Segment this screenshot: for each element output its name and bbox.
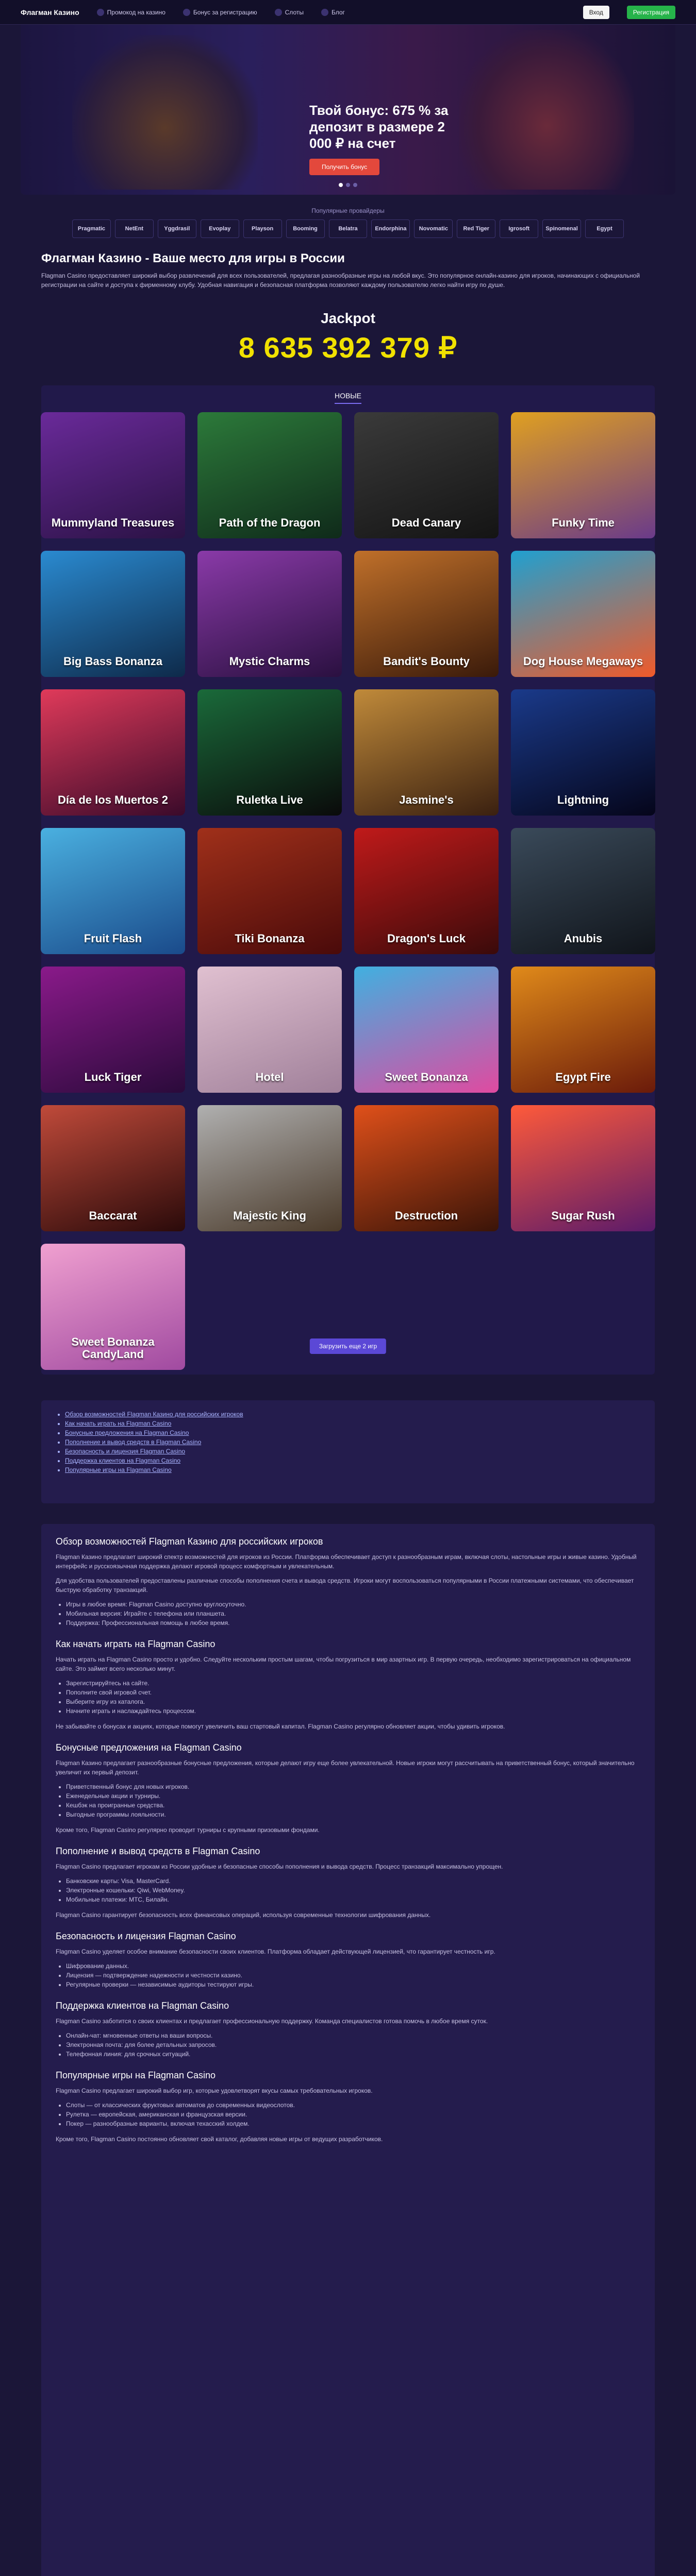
provider-logo[interactable]: Evoplay [201, 219, 239, 238]
hero-character-right [459, 30, 634, 190]
section-heading: Популярные игры на Flagman Casino [56, 2070, 216, 2080]
paragraph: Кроме того, Flagman Casino регулярно проводит турниры с крупными призовыми фондами. [56, 1826, 320, 1834]
register-button[interactable]: Регистрация [627, 6, 675, 19]
paragraph: Для удобства пользователей предоставлены различные способы пополнения счета и вывода средств. Игроки могут воспользоваться популярными в России платежными системами, что обеспечивает быструю обработку транзакций. [56, 1577, 634, 1594]
game-title: Mummyland Treasures [51, 516, 175, 529]
jackpot-label: Jackpot [321, 310, 375, 326]
jackpot-value: 8 635 392 379 ₽ [238, 331, 458, 364]
list-item: • Еженедельные акции и турниры. [66, 1791, 640, 1801]
game-title: Tiki Bonanza [235, 932, 305, 945]
toc-link[interactable]: • Обзор возможностей Flagman Казино для российских игроков [65, 1410, 640, 1419]
section-heading: Поддержка клиентов на Flagman Casino [56, 2001, 229, 2011]
providers-row [72, 219, 624, 238]
game-title: Majestic King [233, 1209, 306, 1222]
game-title: Anubis [564, 932, 603, 945]
provider-logo[interactable]: Yggdrasil [158, 219, 196, 238]
list-item: • Банковские карты: Visa, MasterCard. [66, 1876, 640, 1886]
section-heading: Бонусные предложения на Flagman Casino [56, 1742, 242, 1753]
nav-promo[interactable]: Промокод на казино [97, 9, 165, 16]
article [41, 1524, 655, 2576]
paragraph: Flagman Casino заботится о своих клиентах и предлагает профессиональную поддержку. Команда специалистов готова помочь в любое время суток. [56, 2018, 488, 2025]
list-item: • Начните играть и наслаждайтесь процессом. [66, 1706, 640, 1716]
game-card[interactable] [41, 1105, 185, 1231]
list-item: • Пополните свой игровой счет. [66, 1688, 640, 1697]
hero-pagination [21, 180, 675, 190]
list-item: • Шифрование данных. [66, 1961, 640, 1971]
provider-logo[interactable]: Igrosoft [500, 219, 538, 238]
game-card[interactable] [197, 551, 342, 677]
game-title: Luck Tiger [84, 1071, 142, 1083]
hero-bonus-button[interactable]: Получить бонус [309, 159, 379, 175]
game-title: Mystic Charms [229, 655, 310, 668]
provider-logo[interactable]: Endorphina [371, 219, 410, 238]
bullet-list [56, 1600, 640, 1628]
game-title: Bandit's Bounty [383, 655, 470, 668]
game-title: Dead Canary [391, 516, 461, 529]
game-card[interactable] [511, 689, 655, 816]
game-title: Lightning [557, 793, 609, 806]
hero-banner [21, 25, 675, 195]
intro-text: Flagman Casino предоставляет широкий выбор развлечений для всех пользователей, предлагая разнообразные игры на любой вкус. Это популярное онлайн-казино для игроков, начинающих с официальной регистрации на сайте и доступа к фирменному клубу. Удобная навигация и безопасная платформа позволяют каждому пользователю легко найти игру по душе. [41, 272, 640, 289]
jackpot-block [0, 310, 696, 365]
game-title: Path of the Dragon [219, 516, 321, 529]
game-title: Sweet Bonanza [385, 1071, 468, 1083]
list-item: • Выгодные программы лояльности. [66, 1810, 640, 1819]
game-card[interactable] [511, 551, 655, 677]
list-item: • Выберите игру из каталога. [66, 1697, 640, 1706]
game-card[interactable] [354, 412, 499, 538]
game-title: Dog House Megaways [523, 655, 643, 668]
page-title: Флагман Казино - Ваше место для игры в России [41, 251, 345, 265]
provider-logo[interactable]: Novomatic [414, 219, 453, 238]
toc-link[interactable]: • Поддержка клиентов на Flagman Casino [65, 1456, 640, 1465]
bullet-list [56, 1782, 640, 1819]
list-item: • Зарегистрируйтесь на сайте. [66, 1679, 640, 1688]
provider-logo[interactable]: Pragmatic [72, 219, 111, 238]
hero-character-left [72, 35, 258, 190]
top-bar [0, 0, 696, 25]
toc-link[interactable]: • Как начать играть на Flagman Casino [65, 1419, 640, 1428]
provider-logo[interactable]: Red Tiger [457, 219, 495, 238]
game-title: Sugar Rush [551, 1209, 615, 1222]
list-item: • Слоты — от классических фруктовых автоматов до современных видеослотов. [66, 2100, 640, 2110]
game-card[interactable] [354, 551, 499, 677]
section-heading: Обзор возможностей Flagman Казино для российских игроков [56, 1536, 323, 1547]
game-card[interactable] [41, 412, 185, 538]
game-title: Destruction [394, 1209, 458, 1222]
bullet-list [56, 2100, 640, 2128]
login-button[interactable]: Вход [583, 6, 609, 19]
section-heading: Как начать играть на Flagman Casino [56, 1639, 216, 1649]
game-title: Big Bass Bonanza [63, 655, 162, 668]
hero-dot[interactable] [346, 183, 350, 187]
list-item: • Онлайн-чат: мгновенные ответы на ваши вопросы. [66, 2031, 640, 2040]
game-card[interactable] [197, 689, 342, 816]
paragraph: Flagman Casino гарантирует безопасность всех финансовых операций, используя современные технологии шифрования данных. [56, 1911, 431, 1919]
game-card[interactable] [197, 828, 342, 954]
list-item: • Лицензия — подтверждение надежности и честности казино. [66, 1971, 640, 1980]
nav-slots[interactable]: Слоты [275, 9, 304, 16]
intro-section [41, 251, 655, 290]
game-card[interactable] [41, 689, 185, 816]
game-card[interactable] [354, 1105, 499, 1231]
game-title: Dragon's Luck [387, 932, 466, 945]
game-card[interactable] [41, 828, 185, 954]
toc-link[interactable]: • Безопасность и лицензия Flagman Casino [65, 1447, 640, 1456]
paragraph: Flagman Casino предлагает игрокам из России удобные и безопасные способы пополнения и вывода средств. Процесс транзакций максимально упрощен. [56, 1863, 503, 1870]
bullet-list [56, 2031, 640, 2059]
list-item: • Мобильные платежи: МТС, Билайн. [66, 1895, 640, 1904]
paragraph: Flagman Казино предлагает разнообразные бонусные предложения, которые делают игру еще более увлекательной. Новые игроки могут рассчитывать на приветственный бонус, который значительно увеличит их первый депозит. [56, 1759, 635, 1776]
provider-logo[interactable]: NetEnt [115, 219, 154, 238]
table-of-contents [41, 1400, 655, 1503]
bullet-list [56, 1876, 640, 1904]
bullet-list [56, 1961, 640, 1989]
game-card[interactable] [41, 551, 185, 677]
list-item: • Приветственный бонус для новых игроков. [66, 1782, 640, 1791]
list-item: • Телефонная линия: для срочных ситуаций. [66, 2049, 640, 2059]
providers-label: Популярные провайдеры [311, 207, 385, 214]
list-item: • Электронные кошельки: Qiwi, WebMoney. [66, 1886, 640, 1895]
slots-icon [275, 9, 282, 16]
game-card[interactable] [511, 967, 655, 1093]
game-card[interactable] [511, 1105, 655, 1231]
provider-logo[interactable]: Egypt [585, 219, 624, 238]
game-card[interactable] [197, 967, 342, 1093]
game-card[interactable] [41, 1244, 185, 1370]
game-card[interactable] [354, 689, 499, 816]
game-card[interactable] [41, 967, 185, 1093]
list-item: • Поддержка: Профессиональная помощь в любое время. [66, 1618, 640, 1628]
toc-link[interactable]: • Бонусные предложения на Flagman Casino [65, 1428, 640, 1437]
nav-bonus[interactable]: Бонус за регистрацию [183, 9, 257, 16]
game-title: Día de los Muertos 2 [58, 793, 168, 806]
hero-dot[interactable] [339, 183, 343, 187]
game-title: Jasmine's [399, 793, 454, 806]
paragraph: Кроме того, Flagman Casino постоянно обновляет свой каталог, добавляя новые игры от ведущих разработчиков. [56, 2136, 383, 2143]
game-card[interactable] [197, 1105, 342, 1231]
nav-blog[interactable]: Блог [321, 9, 345, 16]
game-title: Sweet Bonanza CandyLand [71, 1335, 155, 1361]
games-grid [41, 412, 655, 1370]
paragraph: Не забывайте о бонусах и акциях, которые помогут увеличить ваш стартовый капитал. Flagman Casino регулярно обновляет акции, чтобы удивить игроков. [56, 1723, 505, 1730]
promo-icon [97, 9, 104, 16]
games-section [41, 385, 655, 1375]
section-heading: Безопасность и лицензия Flagman Casino [56, 1931, 236, 1941]
game-card[interactable] [197, 412, 342, 538]
list-item: • Игры в любое время: Flagman Casino доступно круглосуточно. [66, 1600, 640, 1609]
list-item: • Рулетка — европейская, американская и французская версии. [66, 2110, 640, 2119]
list-item: • Регулярные проверки — независимые аудиторы тестируют игры. [66, 1980, 640, 1989]
game-card[interactable] [354, 828, 499, 954]
toc-link[interactable]: • Популярные игры на Flagman Casino [65, 1465, 640, 1475]
section-heading: Пополнение и вывод средств в Flagman Casino [56, 1846, 260, 1856]
paragraph: Flagman Casino уделяет особое внимание безопасности своих клиентов. Платформа обладает действующей лицензией, что гарантирует честность игр. [56, 1948, 495, 1955]
tab-new[interactable]: НОВЫЕ [335, 392, 361, 404]
hero-title: Твой бонус: 675 % за депозит в размере 2 000 ₽ на счет [309, 103, 449, 151]
game-title: Baccarat [89, 1209, 137, 1222]
bullet-list [56, 1679, 640, 1716]
provider-logo[interactable]: Booming [286, 219, 325, 238]
list-item: • Электронная почта: для более детальных запросов. [66, 2040, 640, 2049]
list-item: • Покер — разнообразные варианты, включая техасский холдем. [66, 2119, 640, 2128]
game-card[interactable] [511, 828, 655, 954]
game-title: Fruit Flash [84, 932, 142, 945]
game-card[interactable] [511, 412, 655, 538]
hero-dot[interactable] [353, 183, 357, 187]
provider-logo[interactable]: Playson [243, 219, 282, 238]
list-item: • Кешбэк на проигранные средства. [66, 1801, 640, 1810]
game-card[interactable] [354, 967, 499, 1093]
game-title: Hotel [255, 1071, 284, 1083]
provider-logo[interactable]: Spinomenal [542, 219, 581, 238]
game-title: Funky Time [552, 516, 615, 529]
site-logo[interactable]: Флагман Казино [21, 8, 79, 16]
paragraph: Flagman Казино предлагает широкий спектр возможностей для игроков из России. Платформа обеспечивает доступ к разнообразным играм, включая слоты, настольные игры и живые казино. Удобный интерфейс и русскоязычная поддержка делают игровой процесс комфортным и увлекательным. [56, 1553, 637, 1570]
blog-icon [321, 9, 328, 16]
paragraph: Начать играть на Flagman Casino просто и удобно. Следуйте нескольким простым шагам, чтобы погрузиться в мир азартных игр. В первую очередь, необходимо зарегистрироваться на официальном сайте. Это займет всего несколько минут. [56, 1656, 631, 1672]
provider-logo[interactable]: Belatra [329, 219, 368, 238]
paragraph: Flagman Casino предлагает широкий выбор игр, которые удовлетворят вкусы самых требовательных игроков. [56, 2087, 373, 2094]
toc-link[interactable]: • Пополнение и вывод средств в Flagman Casino [65, 1437, 640, 1447]
gift-icon [183, 9, 190, 16]
game-title: Ruletka Live [236, 793, 303, 806]
list-item: • Мобильная версия: Играйте с телефона или планшета. [66, 1609, 640, 1618]
load-more-button[interactable]: Загрузить еще 2 игр [310, 1338, 386, 1354]
game-title: Egypt Fire [555, 1071, 611, 1083]
